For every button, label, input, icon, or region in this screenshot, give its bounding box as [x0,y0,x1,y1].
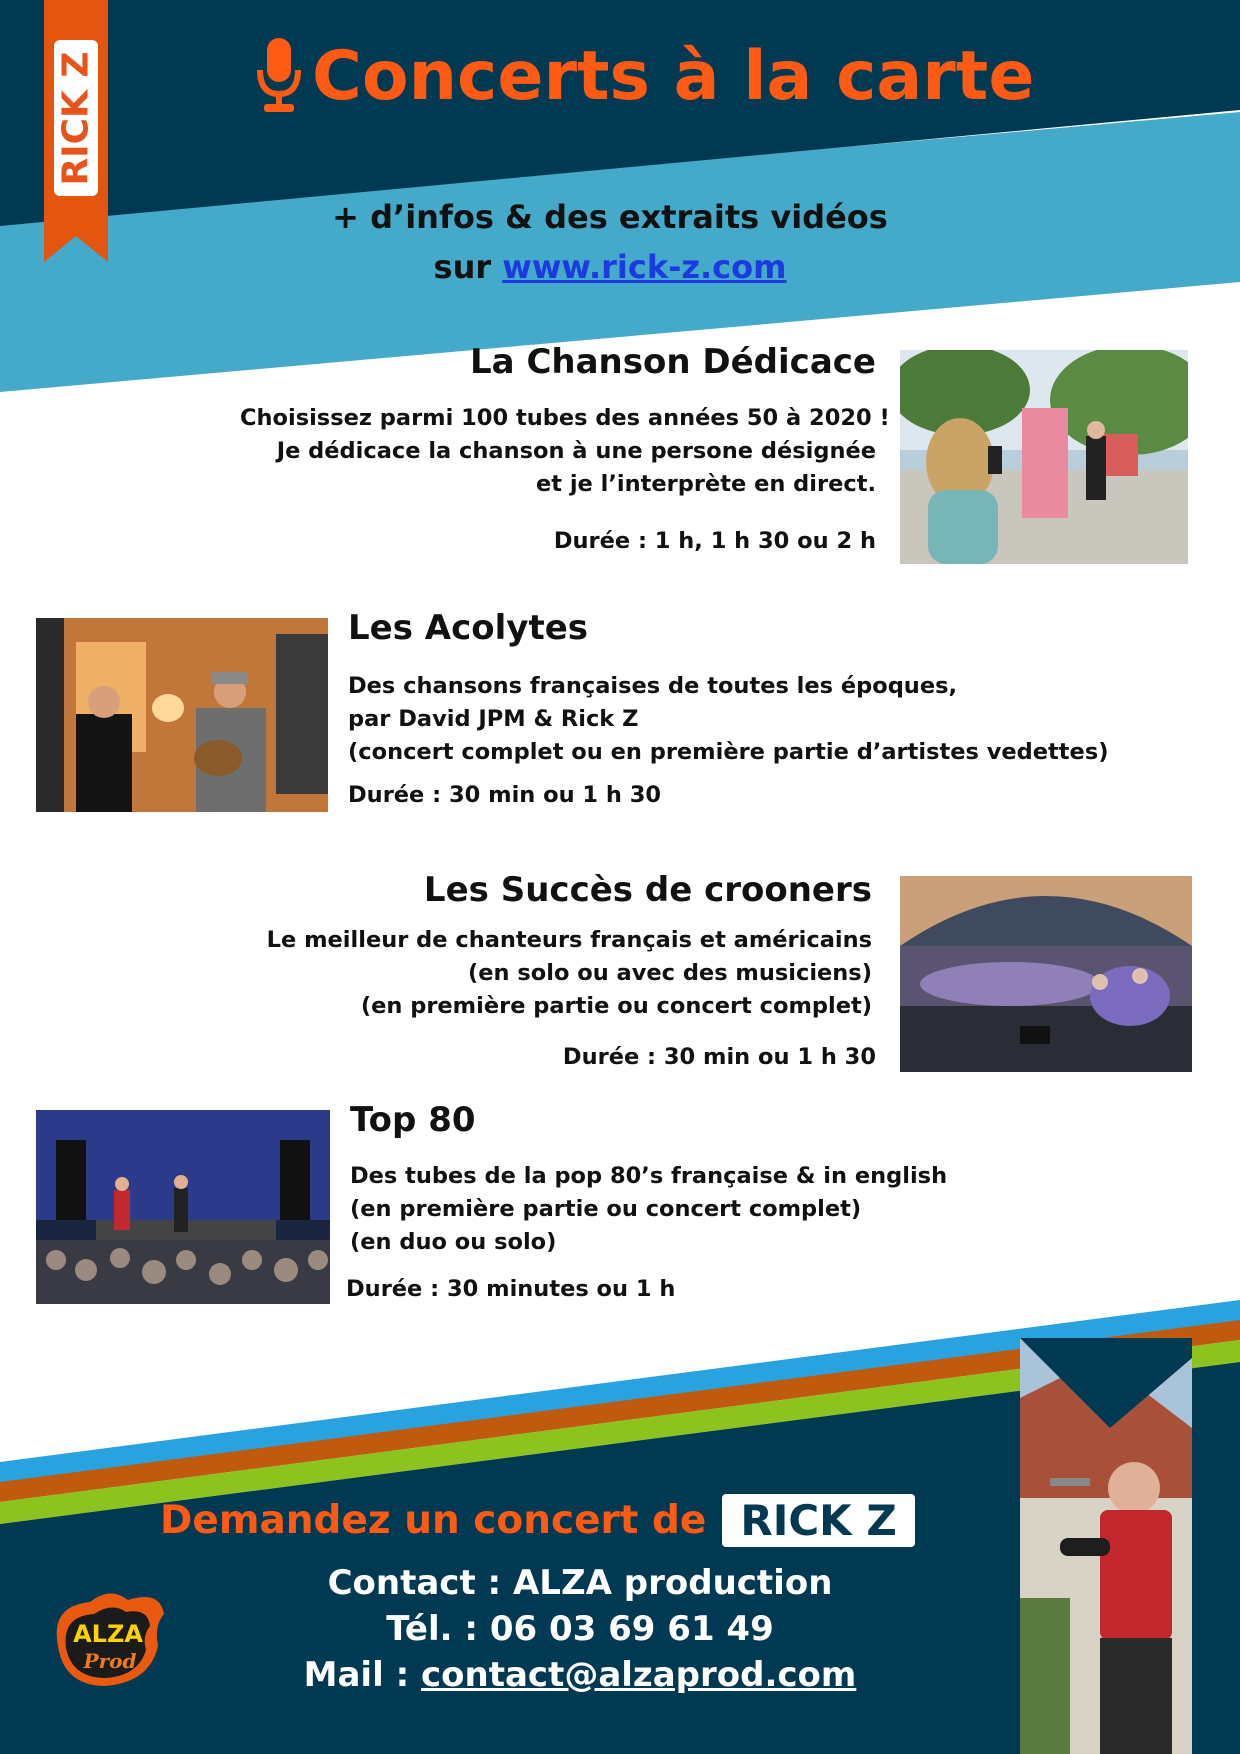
info-line: + d’infos & des extraits vidéos [332,198,888,236]
section-duration: Durée : 30 min ou 1 h 30 [562,1044,876,1070]
section-title: La Chanson Dédicace [470,342,876,382]
ribbon-label [54,40,98,196]
section-chanson-dedicace [240,342,890,558]
website-line [270,242,950,292]
info-block [270,192,950,292]
section-description [350,1160,1210,1259]
photo-dedicace [900,350,1188,564]
description-line: (en solo ou avec des musiciens) [467,960,872,986]
section-duration: Durée : 30 min ou 1 h 30 [348,782,662,808]
website-prefix: sur [433,248,503,286]
description-line: Le meilleur de chanteurs français et américains [266,927,872,953]
description-line: par David JPM & Rick Z [348,706,639,732]
photo-performer [1020,1338,1192,1754]
description-line: (en première partie ou concert complet) [360,993,872,1019]
page-title [256,26,1034,126]
tel-line: Tél. : 06 03 69 61 49 [386,1609,774,1649]
section-description [240,924,872,1023]
section-title: Les Succès de crooners [423,870,872,910]
description-line: (en duo ou solo) [350,1229,557,1255]
microphone-icon [256,36,302,116]
section-description [240,402,890,501]
section-description [348,670,1208,769]
description-line: Choisissez parmi 100 tubes des années 50 à 2020 ! [240,405,890,431]
description-line: Des tubes de la pop 80’s française & in english [350,1163,948,1189]
mail-prefix: Mail : [303,1655,422,1695]
photo-top80 [36,1110,330,1304]
section-duration: Durée : 1 h, 1 h 30 ou 2 h [553,528,876,554]
contact-block [200,1560,960,1698]
description-line: Je dédicace la chanson à une persone désignée [276,438,876,464]
logo-top-text: ALZA [73,1620,143,1648]
description-line: (concert complet ou en première partie d’artistes vedettes) [348,739,1109,765]
photo-acolytes [36,618,328,812]
mail-line [200,1652,960,1698]
description-line: et je l’interprète en direct. [536,471,876,497]
cta-lead: Demandez un concert de [160,1498,707,1543]
section-crooners [240,870,876,1074]
logo-bottom-text: Prod [83,1649,137,1673]
description-line: Des chansons françaises de toutes les époques, [348,673,958,699]
call-to-action [160,1494,920,1547]
ribbon-text: RICK Z [55,50,97,186]
title-text: Concerts à la carte [312,36,1035,116]
website-link[interactable]: www.rick-z.com [502,248,787,286]
cta-badge: RICK Z [722,1494,914,1547]
contact-line: Contact : ALZA production [327,1563,833,1603]
section-top80 [346,1100,1210,1306]
mail-link[interactable]: contact@alzaprod.com [421,1655,857,1695]
alza-prod-logo [50,1586,166,1690]
photo-crooners [900,876,1192,1072]
section-title: Top 80 [350,1100,476,1140]
section-title: Les Acolytes [348,608,588,648]
description-line: (en première partie ou concert complet) [350,1196,862,1222]
section-duration: Durée : 30 minutes ou 1 h [346,1276,676,1302]
section-acolytes [348,608,1208,812]
